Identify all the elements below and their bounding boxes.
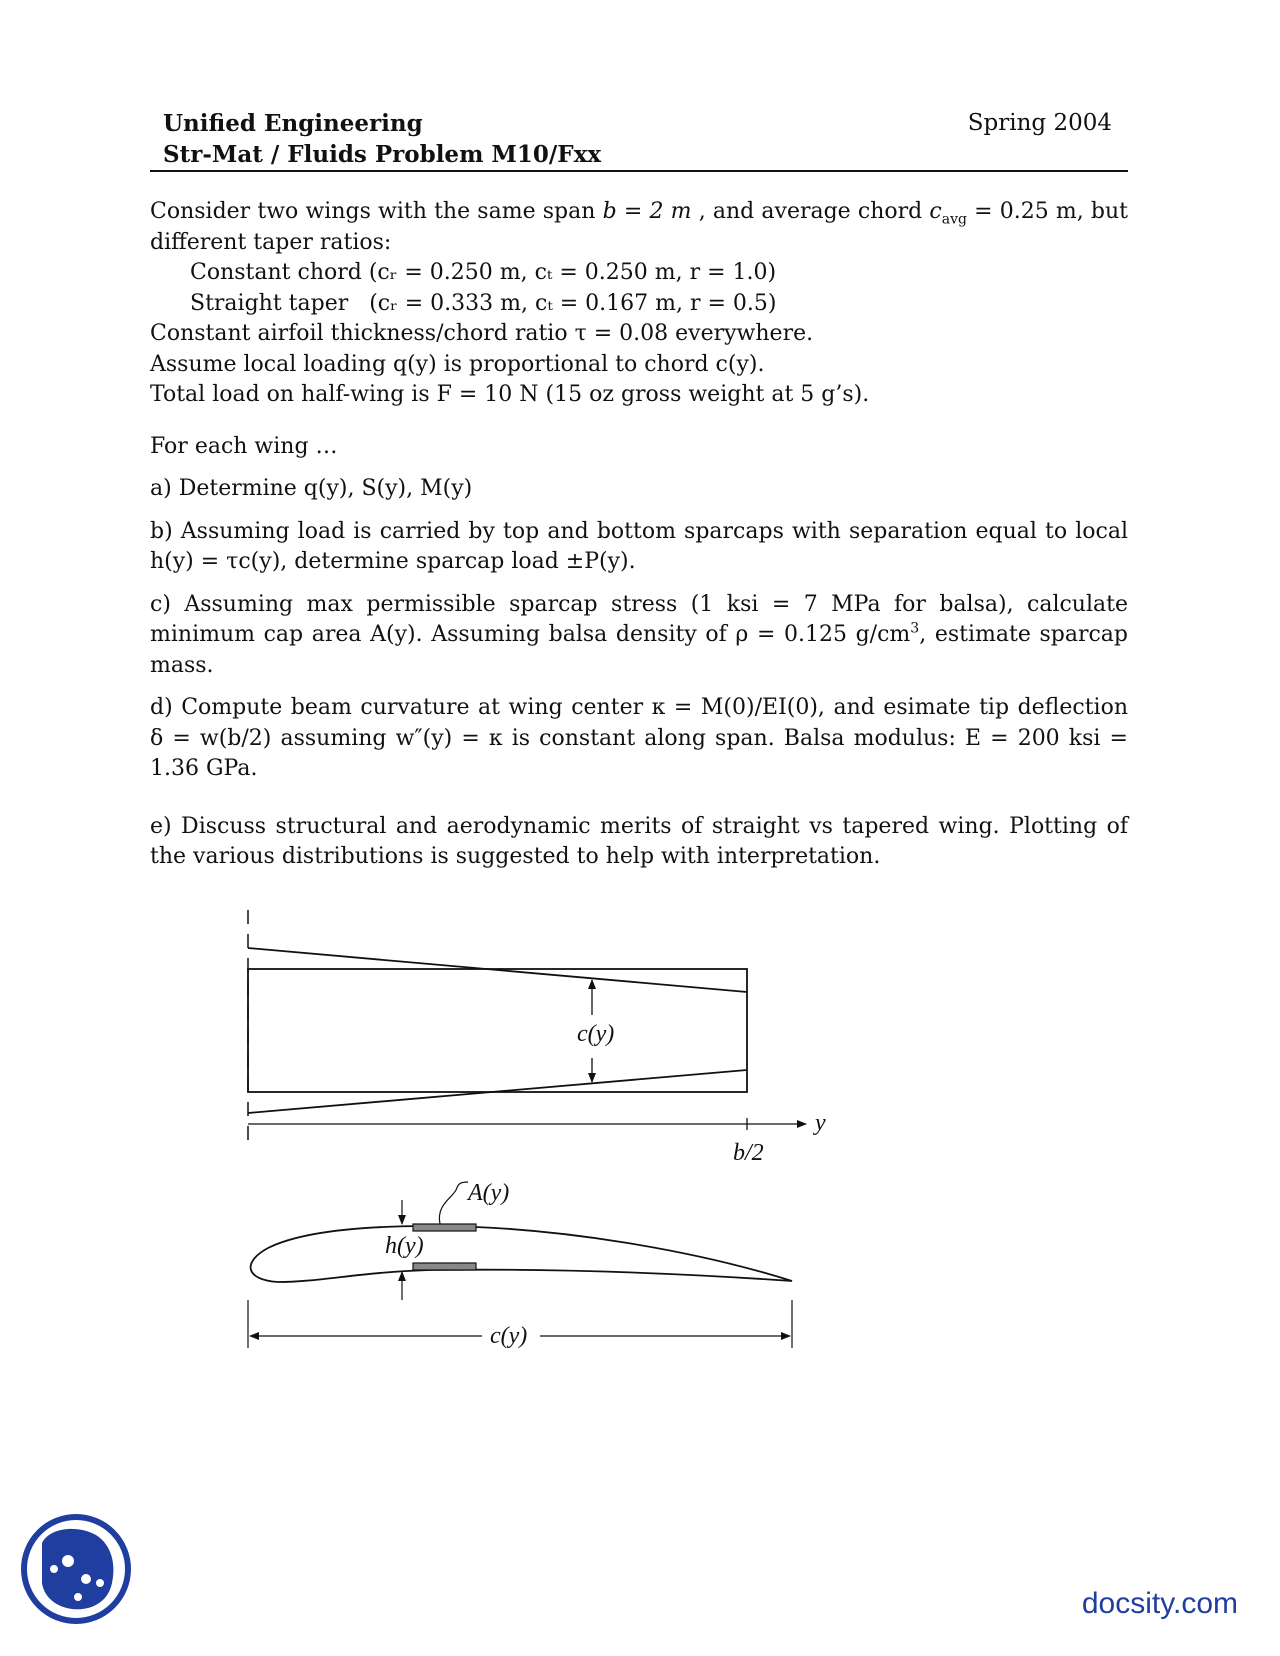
chord-label: c(y): [577, 1021, 615, 1047]
axis-label: y: [815, 1110, 826, 1136]
brand-watermark: docsity.com: [1081, 1587, 1238, 1620]
question-a: a) Determine q(y), S(y), M(y): [150, 476, 473, 501]
chord-symbol: c: [929, 199, 942, 224]
course-title: Unified Engineering: [163, 110, 423, 137]
problem-title: Str-Mat / Fluids Problem M10/Fxx: [163, 141, 602, 168]
section-chord-label: c(y): [490, 1323, 528, 1349]
term-label: Spring 2004: [967, 110, 1112, 136]
taper-leading-edge: [248, 948, 747, 992]
case-straight-taper: Straight taper (cᵣ = 0.333 m, cₜ = 0.167 m, r = 0.5): [190, 290, 777, 316]
question-d: d) Compute beam curvature at wing center κ = M(0)/EI(0), and esimate tip deflection δ = w(b/2) assuming w″(y) = κ is constant along span. Balsa modulus: E = 200 ksi = 1.36 GPa.: [150, 695, 1128, 781]
avg-subscript: avg: [941, 211, 967, 228]
area-leader: [439, 1182, 468, 1224]
docsity-logo-icon: [20, 1513, 132, 1625]
exponent: 3: [910, 620, 920, 637]
question-b: b) Assuming load is carried by top and bottom sparcaps with separation equal to local h(y) = τc(y), determine sparcap load ±P(y).: [150, 518, 1128, 574]
height-label: h(y): [385, 1233, 424, 1259]
thickness-ratio-line: Constant airfoil thickness/chord ratio τ = 0.08 everywhere.: [150, 321, 814, 346]
intro-text: Consider two wings with the same span: [150, 199, 603, 224]
tip-label: b/2: [733, 1140, 764, 1166]
bottom-sparcap: [413, 1263, 476, 1270]
question-c-text: c) Assuming max permissible sparcap stress (1 ksi = 7 MPa for balsa), calculate minimum cap area A(y). Assuming balsa density of ρ = 0.125 g/cm: [150, 591, 1128, 647]
loading-assumption-line: Assume local loading q(y) is proportional to chord c(y).: [150, 351, 765, 377]
top-sparcap: [413, 1224, 476, 1231]
total-load-line: Total load on half-wing is F = 10 N (15 oz gross weight at 5 g’s).: [150, 382, 870, 407]
constant-chord-planform: [248, 969, 747, 1092]
span-value: b = 2 m: [602, 199, 692, 224]
intro-text: = 0.25 m, but different taper ratios:: [150, 199, 1129, 255]
for-each-line: For each wing …: [150, 433, 338, 459]
airfoil-section: [251, 1226, 792, 1282]
case-constant-chord: Constant chord (cᵣ = 0.250 m, cₜ = 0.250 m, r = 1.0): [190, 260, 777, 285]
question-e: e) Discuss structural and aerodynamic merits of straight vs tapered wing. Plotting of the various distributions is suggested to help with interpretation.: [150, 813, 1128, 869]
question-c-text: , estimate sparcap mass.: [150, 622, 1128, 678]
intro-text: , and average chord: [691, 199, 930, 224]
area-label: A(y): [468, 1180, 510, 1206]
